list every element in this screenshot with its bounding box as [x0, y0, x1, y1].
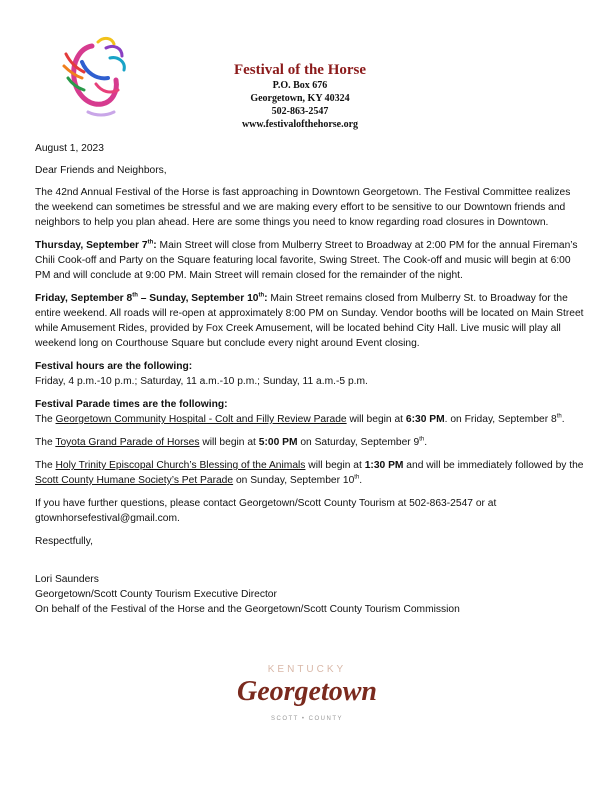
parades-heading: Festival Parade times are the following: [35, 399, 228, 410]
parade-blessing: The Holy Trinity Episcopal Church’s Blessing of the Animals will begin at 1:30 PM and will be immediately followed by the Scott County Humane Society’s Pet Parade on Sunday, September 10th. [35, 460, 584, 486]
signer-name: Lori Saunders [35, 574, 99, 585]
letter-date: August 1, 2023 [35, 143, 104, 154]
hours-heading: Festival hours are the following: [35, 361, 193, 372]
letterhead-website: www.festivalofthehorse.org [241, 119, 359, 130]
thursday-paragraph: Thursday, September 7th: Main Street will close from Mulberry Street to Broadway at 2:00 PM for the annual Fireman’s Chili Cook-off and Party on the Square featuring local favorite, Swing Street. The Cook-off and music will begin at 6:00 PM and will conclude at 9:00 PM. Main Street will remain closed for the remainder of the night. [35, 239, 578, 281]
letterhead [200, 62, 400, 131]
thursday-heading: Thursday, September 7th: [35, 239, 157, 251]
letterhead-title: Festival of the Horse [233, 62, 367, 78]
hours-text: Friday, 4 p.m.-10 p.m.; Saturday, 11 a.m.-10 p.m.; Sunday, 11 a.m.-5 p.m. [35, 376, 368, 387]
logo-county: SCOTT • COUNTY [271, 716, 343, 722]
festival-horse-logo [52, 32, 140, 122]
intro-paragraph: The 42nd Annual Festival of the Horse is fast approaching in Downtown Georgetown. The Festival Committee realizes the weekend can sometimes be stressful and we are making every effort to be sensitive to our Downtown friends and neighbors to help you plan ahead. Here are some things you need to know regarding road closures in Downtown. [35, 187, 571, 228]
parade-toyota: The Toyota Grand Parade of Horses will begin at 5:00 PM on Saturday, September 9th. [35, 436, 428, 448]
salutation: Dear Friends and Neighbors, [35, 165, 167, 176]
closing: Respectfully, [35, 536, 93, 547]
parade-colt-filly: The Georgetown Community Hospital - Colt and Filly Review Parade will begin at 6:30 PM. on Friday, September 8th. [35, 413, 565, 425]
georgetown-logo [222, 660, 392, 726]
logo-city: Georgetown [237, 676, 377, 707]
friday-sunday-paragraph: Friday, September 8th – Sunday, September 10th: Main Street remains closed from Mulberry St. to Broadway for the entire weekend. All roads will re-open at approximately 8:00 PM on Sunday. Vendor booths will be located on Main Street while Amusement Rides, provided by Fox Creek Amusement, will be located behind City Hall. Live music will play all weekend long on Courthouse Square but conclude every night around Event closing. [35, 292, 584, 349]
signer-title: Georgetown/Scott County Tourism Executive Director [35, 589, 277, 600]
friday-sunday-heading: Friday, September 8th – Sunday, September 10th: [35, 292, 268, 304]
signer-org: On behalf of the Festival of the Horse and the Georgetown/Scott County Tourism Commission [35, 604, 460, 615]
letterhead-city: Georgetown, KY 40324 [250, 93, 350, 104]
letterhead-phone: 502-863-2547 [271, 106, 329, 117]
letter-body [35, 141, 585, 617]
logo-state: KENTUCKY [267, 664, 347, 675]
contact-paragraph: If you have further questions, please contact Georgetown/Scott County Tourism at 502-863-2547 or at gtownhorsefestival@gmail.com. [35, 498, 497, 524]
letterhead-po-box: P.O. Box 676 [272, 80, 328, 91]
